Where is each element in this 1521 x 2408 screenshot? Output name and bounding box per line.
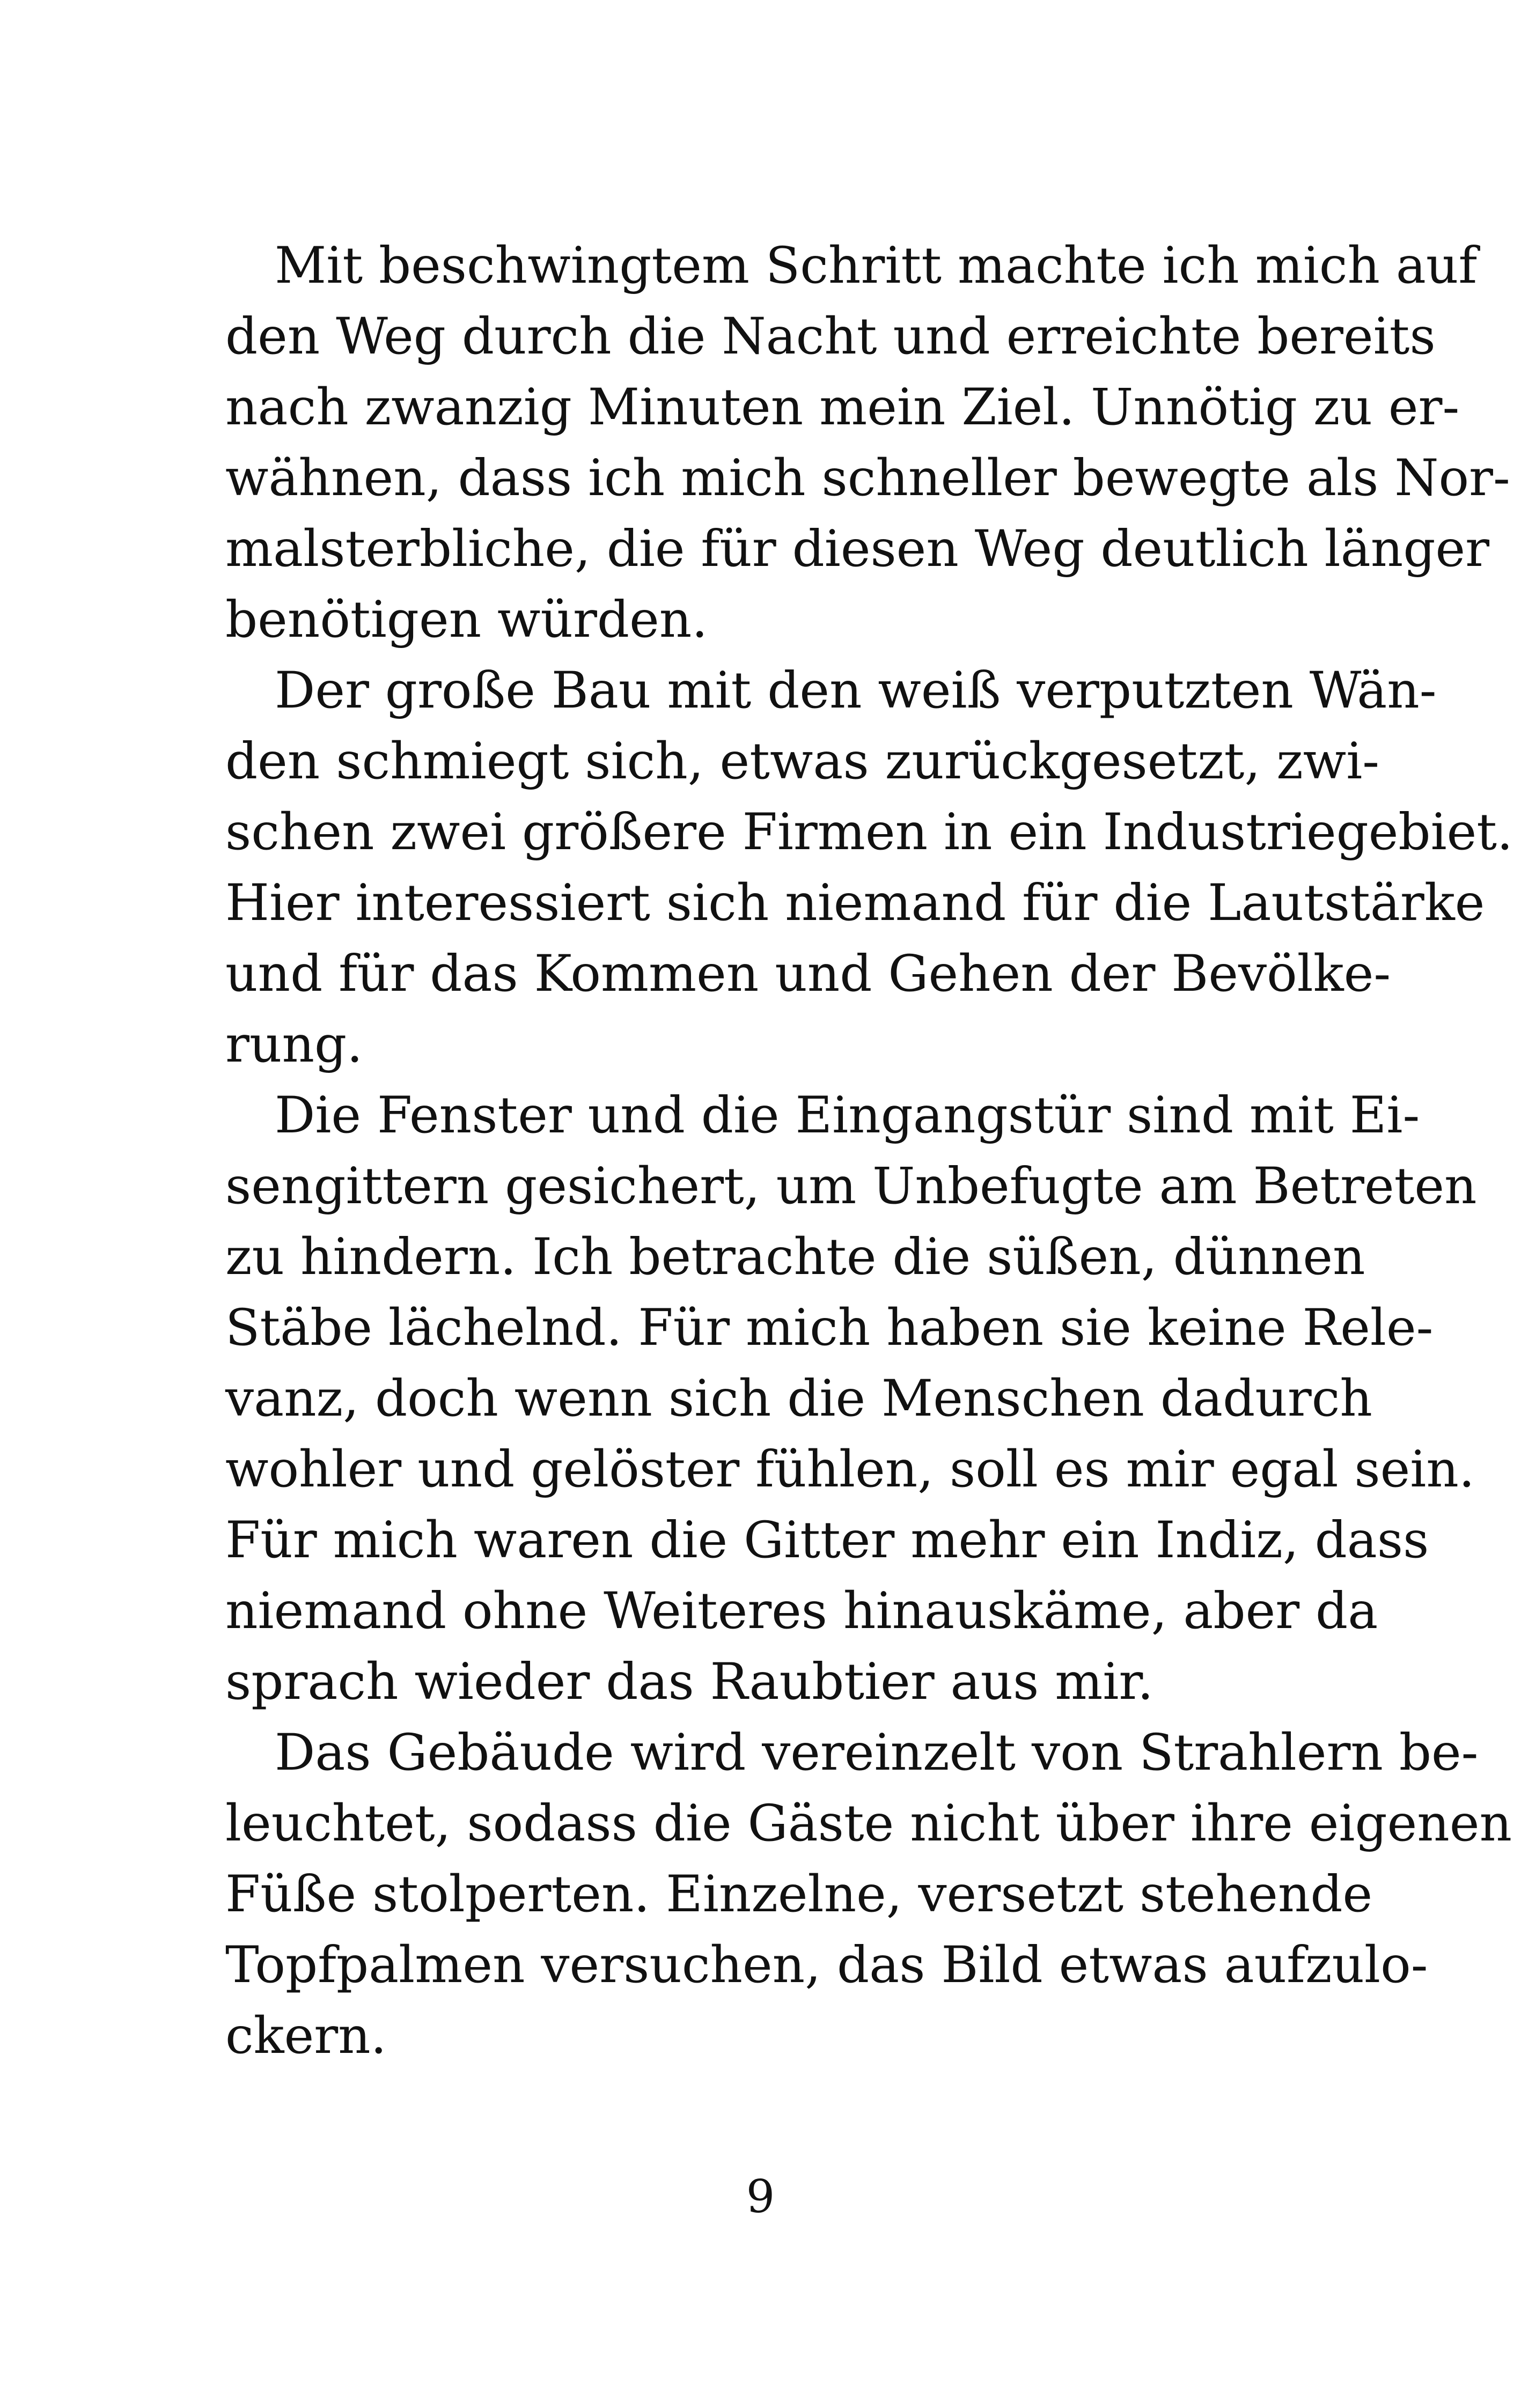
paragraph-3-line-6: wohler und gelöster fühlen, soll es mir egal sein. [225,1440,1475,1499]
paragraph-3-line-3: zu hindern. Ich betrachte die süßen, dünnen [225,1228,1365,1286]
paragraph-4-line-1: Das Gebäude wird vereinzelt von Strahlern be- [275,1724,1479,1782]
paragraph-2-line-5: und für das Kommen und Gehen der Bevölke- [225,945,1391,1003]
paragraph-4-line-3: Füße stolperten. Einzelne, versetzt stehende [225,1865,1373,1924]
body-text [225,231,1513,2072]
paragraph-1-line-2: den Weg durch die Nacht und erreichte bereits [225,307,1436,366]
paragraph-1-line-5: malsterbliche, die für diesen Weg deutlich länger [225,520,1490,578]
paragraph-4-line-2: leuchtet, sodass die Gäste nicht über ihre eigenen [225,1794,1512,1853]
paragraph-4-line-4: Topfpalmen versuchen, das Bild etwas aufzulo- [225,1936,1428,1994]
paragraph-2-line-1: Der große Bau mit den weiß verputzten Wän- [275,661,1437,720]
paragraph-1-line-6: benötigen würden. [225,591,708,649]
paragraph-3-line-5: vanz, doch wenn sich die Menschen dadurch [225,1369,1372,1428]
paragraph-3-line-1: Die Fenster und die Eingangstür sind mit Ei- [275,1086,1420,1145]
paragraph-2-line-4: Hier interessiert sich niemand für die Lautstärke [225,874,1485,932]
paragraph-2-line-2: den schmiegt sich, etwas zurückgesetzt, zwi- [225,732,1380,791]
paragraph-1-line-1: Mit beschwingtem Schritt machte ich mich auf [275,237,1478,295]
paragraph-3-line-7: Für mich waren die Gitter mehr ein Indiz, dass [225,1511,1429,1570]
paragraph-3-line-8: niemand ohne Weiteres hinauskäme, aber da [225,1582,1378,1640]
paragraph-4-line-5: ckern. [225,2007,387,2065]
paragraph-1-line-4: wähnen, dass ich mich schneller bewegte als Nor- [225,449,1510,507]
paragraph-3-line-4: Stäbe lächelnd. Für mich haben sie keine Rele- [225,1299,1434,1357]
paragraph-3-line-9: sprach wieder das Raubtier aus mir. [225,1653,1153,1711]
paragraph-3-line-2: sengittern gesichert, um Unbefugte am Betreten [225,1157,1477,1216]
paragraph-1-line-3: nach zwanzig Minuten mein Ziel. Unnötig zu er- [225,378,1460,437]
paragraph-2-line-3: schen zwei größere Firmen in ein Industriegebiet. [225,803,1513,861]
paragraph-2-line-6: rung. [225,1015,363,1074]
page-number: 9 [746,2170,775,2223]
